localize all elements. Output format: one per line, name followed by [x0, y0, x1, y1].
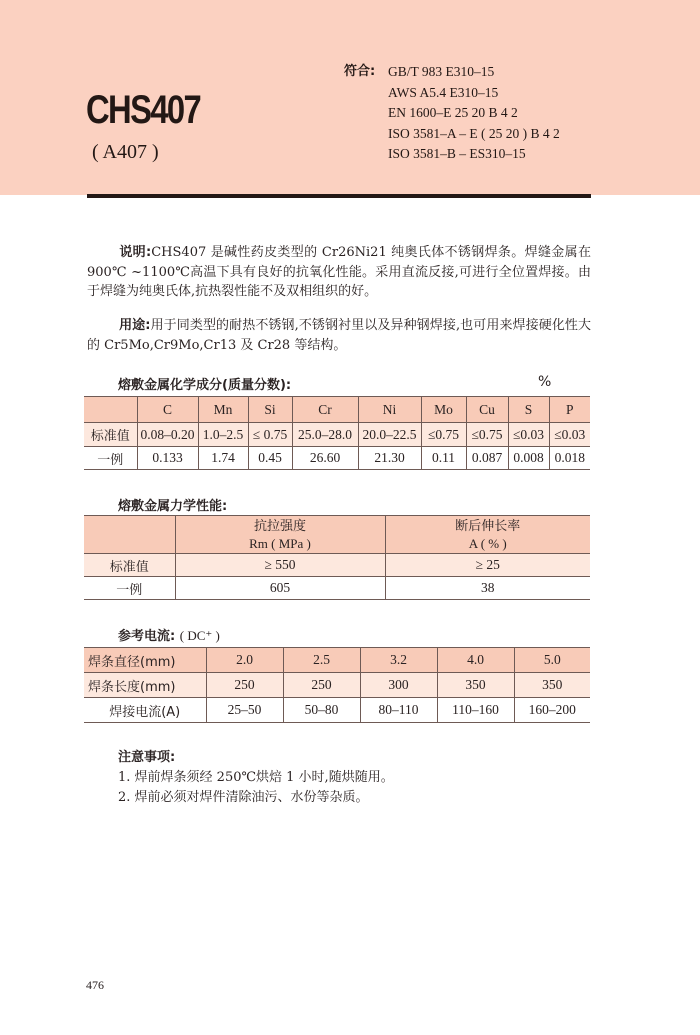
polarity-label: ( DC⁺ ) — [179, 628, 220, 643]
table-cell: ≤ 0.75 — [248, 423, 292, 447]
table-cell: 21.30 — [358, 447, 421, 470]
page-number: 476 — [86, 978, 104, 992]
description-lead: 说明: — [119, 245, 152, 260]
row-label: 标准值 — [84, 554, 175, 577]
table-cell: 4.0 — [437, 648, 514, 673]
table-cell: 2.5 — [283, 648, 360, 673]
table-row — [84, 447, 590, 470]
header-line: Rm ( MPa ) — [249, 535, 311, 551]
mech-header-row — [84, 516, 590, 554]
table-cell: 1.74 — [198, 447, 248, 470]
table-cell: 20.0–22.5 — [358, 423, 421, 447]
chem-table-title: 熔敷金属化学成分(质量分数): — [118, 378, 292, 393]
standard-item: GB/T 983 E310–15 — [388, 64, 495, 79]
product-code: CHS407 — [86, 88, 201, 132]
column-header: Cr — [292, 397, 358, 423]
note-item: 2. 焊前必须对焊件清除油污、水份等杂质。 — [118, 790, 369, 805]
column-header: Ni — [358, 397, 421, 423]
current-table-title — [118, 625, 220, 644]
table-row — [84, 423, 590, 447]
row-label: 一例 — [84, 447, 137, 470]
table-cell: 1.0–2.5 — [198, 423, 248, 447]
row-label: 一例 — [84, 577, 175, 600]
column-header: Mo — [421, 397, 466, 423]
mechanical-properties-table — [84, 515, 590, 600]
notes-section — [118, 748, 394, 808]
table-row — [84, 577, 590, 600]
table-cell: 0.133 — [137, 447, 198, 470]
row-label: 焊条直径(mm) — [84, 648, 206, 673]
column-header — [84, 516, 175, 554]
description-text: CHS407 是碱性药皮类型的 Cr26Ni21 纯奥氏体不锈钢焊条。焊缝金属在 900℃ ~1100℃高温下具有良好的抗氧化性能。采用直流反接,可进行全位置焊接。由于焊缝为纯奥氏体,抗热裂性能不及双相组织的好。 — [87, 245, 591, 299]
table-cell: 300 — [360, 673, 437, 698]
table-cell: 3.2 — [360, 648, 437, 673]
chemical-composition-table — [84, 396, 590, 470]
column-header: C — [137, 397, 198, 423]
table-cell: 250 — [283, 673, 360, 698]
table-cell: 80–110 — [360, 698, 437, 723]
description-paragraph — [87, 243, 591, 302]
standard-item: ISO 3581–A – E ( 25 20 ) B 4 2 — [388, 125, 560, 141]
mech-table-title: 熔敷金属力学性能: — [118, 499, 228, 514]
table-cell: ≤0.03 — [508, 423, 549, 447]
table-row — [84, 648, 590, 673]
column-header — [385, 516, 590, 554]
column-header: P — [549, 397, 590, 423]
usage-text: 用于同类型的耐热不锈钢,不锈钢衬里以及异种钢焊接,也可用来焊接硬化性大的 Cr5Mo,Cr9Mo,Cr13 及 Cr28 等结构。 — [87, 318, 592, 353]
table-cell: 350 — [437, 673, 514, 698]
table-cell: ≤0.75 — [421, 423, 466, 447]
usage-paragraph — [87, 316, 591, 355]
header-divider — [87, 194, 591, 198]
table-cell: 605 — [175, 577, 385, 600]
reference-current-table — [84, 647, 590, 723]
table-cell: 250 — [206, 673, 283, 698]
chem-unit: % — [538, 374, 552, 390]
header-line: A ( % ) — [468, 535, 507, 551]
row-label: 标准值 — [84, 423, 137, 447]
table-cell: ≤0.03 — [549, 423, 590, 447]
table-cell: 50–80 — [283, 698, 360, 723]
conformity-label: 符合: — [344, 64, 376, 79]
standards-list — [388, 62, 560, 165]
chem-header-row — [84, 397, 590, 423]
notes-title: 注意事项: — [118, 750, 176, 765]
table-row — [84, 673, 590, 698]
column-header — [84, 397, 137, 423]
usage-lead: 用途: — [119, 318, 151, 333]
column-header — [175, 516, 385, 554]
table-cell: 0.08–0.20 — [137, 423, 198, 447]
conformity-standards — [344, 62, 560, 165]
table-cell: 350 — [514, 673, 590, 698]
table-row — [84, 698, 590, 723]
note-item: 1. 焊前焊条须经 250℃烘焙 1 小时,随烘随用。 — [118, 770, 394, 785]
table-cell: 0.008 — [508, 447, 549, 470]
table-cell: 0.45 — [248, 447, 292, 470]
table-cell: 38 — [385, 577, 590, 600]
column-header: Cu — [466, 397, 508, 423]
table-cell: 25–50 — [206, 698, 283, 723]
table-cell: 5.0 — [514, 648, 590, 673]
table-cell: ≤0.75 — [466, 423, 508, 447]
table-cell: 2.0 — [206, 648, 283, 673]
column-header: S — [508, 397, 549, 423]
table-cell: ≥ 550 — [175, 554, 385, 577]
column-header: Si — [248, 397, 292, 423]
standard-item: ISO 3581–B – ES310–15 — [388, 146, 526, 161]
current-title-text: 参考电流: — [118, 629, 176, 644]
table-cell: 0.11 — [421, 447, 466, 470]
row-label: 焊接电流(A) — [84, 698, 206, 723]
standard-item: AWS A5.4 E310–15 — [388, 84, 499, 100]
standard-item: EN 1600–E 25 20 B 4 2 — [388, 105, 518, 120]
table-cell: 160–200 — [514, 698, 590, 723]
table-cell: 0.018 — [549, 447, 590, 470]
table-row — [84, 554, 590, 577]
column-header: Mn — [198, 397, 248, 423]
product-alias: ( A407 ) — [92, 141, 159, 163]
row-label: 焊条长度(mm) — [84, 673, 206, 698]
table-cell: 0.087 — [466, 447, 508, 470]
table-cell: 25.0–28.0 — [292, 423, 358, 447]
header-line: 断后伸长率 — [455, 518, 521, 534]
header-line: 抗拉强度 — [253, 518, 306, 534]
table-cell: ≥ 25 — [385, 554, 590, 577]
table-cell: 26.60 — [292, 447, 358, 470]
table-cell: 110–160 — [437, 698, 514, 723]
